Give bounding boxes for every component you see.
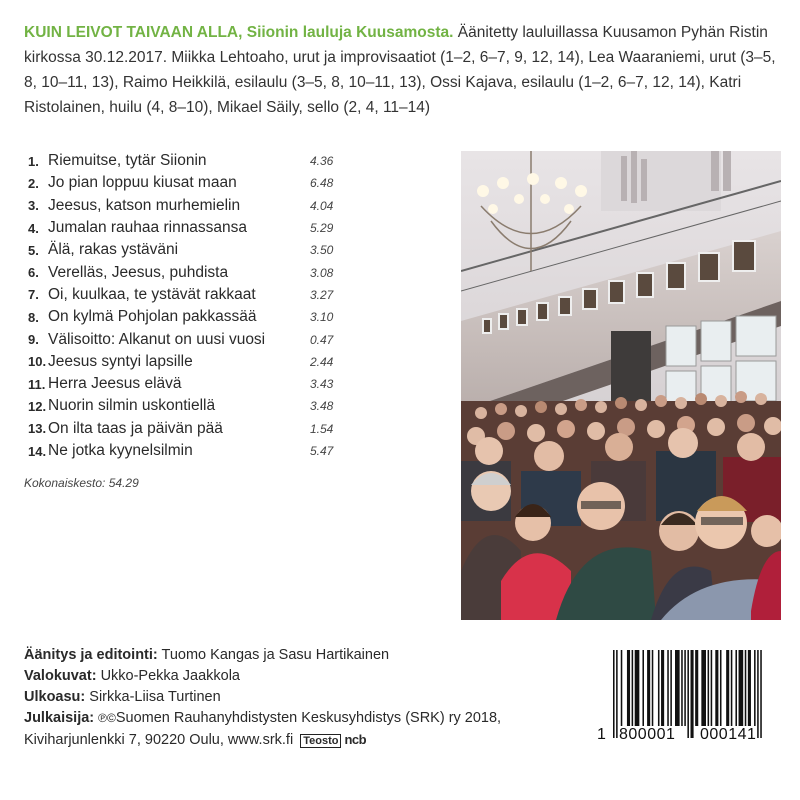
track-duration: 5.29 [310, 221, 334, 236]
barcode-bar [616, 650, 618, 738]
track-row [28, 328, 338, 350]
barcode-bar [652, 650, 654, 726]
barcode-bar [613, 650, 615, 738]
layout-value: Sirkka-Liisa Turtinen [89, 689, 221, 705]
credits [24, 645, 594, 751]
barcode-bar [748, 650, 751, 726]
track-row [28, 440, 338, 462]
track-number: 12. [28, 398, 47, 414]
track-title: On ilta taas ja päivän pää [48, 419, 223, 437]
track-title: Jo pian loppuu kiusat maan [48, 174, 237, 192]
track-title: Riemuitse, tytär Siionin [48, 152, 207, 170]
track-row [28, 284, 338, 306]
barcode-bar [708, 650, 710, 726]
track-number: 10. [28, 354, 47, 370]
recording-info: Äänitetty lauluillassa Kuusamon Pyhän Ristin kirkossa 30.12.2017. Miikka Lehtoaho, urut ja improvisaatiot (1–2, 6–7, 9, 12, 14), Lea Waaraniemi, urut (3–5, 8, 10–11, 13), Raimo Heikkilä, esilaulu (3–5, 8, 10–11, 13), Ossi Kajava, esilaulu (1–2, 6–7, 12, 14), Katri Ristolainen, huilu (4, 8–10), Mikael Säily, sello (2, 4, 11–14) [24, 24, 776, 116]
track-duration: 6.48 [310, 176, 334, 191]
track-number: 4. [28, 220, 39, 236]
barcode-bar [695, 650, 698, 726]
barcode-bar [684, 650, 686, 726]
barcode-bar [675, 650, 680, 726]
track-row [28, 172, 338, 194]
barcode-bar [658, 650, 660, 726]
barcode-bar [731, 650, 733, 726]
track-title: Välisoitto: Alkanut on uusi vuosi [48, 330, 266, 348]
barcode-left-digits: 800001 [619, 726, 676, 743]
track-duration: 3.08 [310, 265, 334, 280]
track-title: Nuorin silmin uskontiellä [48, 397, 216, 415]
track-number: 1. [28, 153, 39, 169]
track-duration: 3.27 [310, 287, 334, 302]
track-duration: 4.36 [310, 154, 334, 169]
track-number: 11. [28, 376, 46, 392]
track-title: Jumalan rauhaa rinnassansa [48, 219, 248, 237]
track-row [28, 239, 338, 261]
barcode-bar [635, 650, 640, 726]
barcode-bar [715, 650, 718, 726]
barcode-bar [627, 650, 630, 726]
barcode-bar [632, 650, 634, 726]
track-duration: 3.10 [310, 310, 334, 325]
track-duration: 3.43 [310, 377, 334, 392]
album-title: KUIN LEIVOT TAIVAAN ALLA, Siionin lauluja Kuusamosta. [24, 24, 454, 41]
track-duration: 4.04 [310, 198, 334, 213]
photos-label: Valokuvat: [24, 668, 97, 684]
track-title: Verelläs, Jeesus, puhdista [48, 263, 229, 281]
track-duration: 5.47 [310, 444, 334, 458]
barcode-bar [681, 650, 683, 726]
credit-recording [24, 645, 594, 666]
track-row [28, 261, 338, 283]
track-number: 13. [28, 421, 47, 437]
track-duration: 1.54 [310, 421, 334, 436]
barcode-bar [687, 650, 689, 738]
layout-label: Ulkoasu: [24, 689, 86, 705]
track-number: 8. [28, 309, 39, 325]
track-number: 3. [28, 198, 39, 214]
track-number: 14. [28, 443, 47, 459]
barcode-bar [739, 650, 744, 726]
total-duration-label: Kokonaiskesto: [24, 476, 106, 490]
barcode-bar [661, 650, 664, 726]
credit-address [24, 729, 594, 751]
barcode-bar [642, 650, 644, 726]
publisher-label: Julkaisija: [24, 710, 95, 726]
track-list [28, 150, 338, 462]
credit-photos [24, 666, 594, 687]
barcode-bar [647, 650, 650, 726]
track-number: 9. [28, 332, 39, 348]
track-duration: 2.44 [310, 354, 334, 369]
barcode [597, 650, 777, 745]
credit-publisher [24, 708, 594, 729]
intro-text [24, 20, 784, 120]
address: Kiviharjunlenkki 7, 90220 Oulu, www.srk.fi [24, 732, 294, 748]
church-photo-illustration [461, 151, 781, 620]
track-duration: 3.50 [310, 243, 334, 258]
track-title: Herra Jeesus elävä [48, 375, 182, 393]
track-title: Jeesus syntyi lapsille [48, 352, 193, 370]
barcode-bar [760, 650, 762, 738]
copyright-icon: ℗© [98, 711, 116, 725]
track-title: Ne jotka kyynelsilmin [48, 442, 193, 459]
barcode-bar [667, 650, 669, 726]
track-number: 7. [28, 287, 39, 303]
recording-label: Äänitys ja editointi: [24, 647, 158, 663]
track-row [28, 351, 338, 373]
barcode-bar [735, 650, 737, 726]
barcode-bar [745, 650, 747, 726]
barcode-bar [720, 650, 722, 726]
barcode-bar [621, 650, 623, 726]
publisher-value: Suomen Rauhanyhdistysten Keskusyhdistys (SRK) ry 2018, [115, 710, 502, 726]
track-row [28, 150, 338, 172]
ncb-logo-icon: ncb [344, 732, 367, 747]
track-row [28, 418, 338, 440]
recording-value: Tuomo Kangas ja Sasu Hartikainen [161, 647, 390, 663]
track-title: Älä, rakas ystäväni [48, 241, 179, 259]
total-duration [24, 476, 139, 490]
barcode-bar [701, 650, 706, 726]
barcode-bar [711, 650, 713, 726]
barcode-bar [670, 650, 672, 726]
track-row [28, 373, 338, 395]
track-title: Oi, kuulkaa, te ystävät rakkaat [48, 285, 256, 303]
church-concert-photo [461, 151, 781, 620]
track-number: 5. [28, 242, 39, 258]
track-duration: 3.48 [310, 399, 334, 414]
barcode-first-digit: 1 [597, 726, 607, 743]
track-row [28, 195, 338, 217]
barcode-right-digits: 000141 [700, 726, 757, 743]
track-row [28, 217, 338, 239]
barcode-bar [726, 650, 729, 726]
total-duration-value: 54.29 [108, 476, 139, 490]
track-number: 6. [28, 265, 39, 281]
track-title: Jeesus, katson murhemielin [48, 196, 241, 214]
track-row [28, 306, 338, 328]
teosto-logo-icon: Teosto [300, 734, 341, 748]
track-number: 2. [28, 175, 39, 191]
barcode-bar [754, 650, 756, 726]
barcode-bar [691, 650, 694, 738]
track-title: On kylmä Pohjolan pakkassää [48, 308, 257, 326]
credit-layout [24, 687, 594, 708]
photos-value: Ukko-Pekka Jaakkola [100, 668, 240, 684]
track-row [28, 395, 338, 417]
barcode-bar [757, 650, 759, 738]
track-duration: 0.47 [310, 332, 334, 347]
